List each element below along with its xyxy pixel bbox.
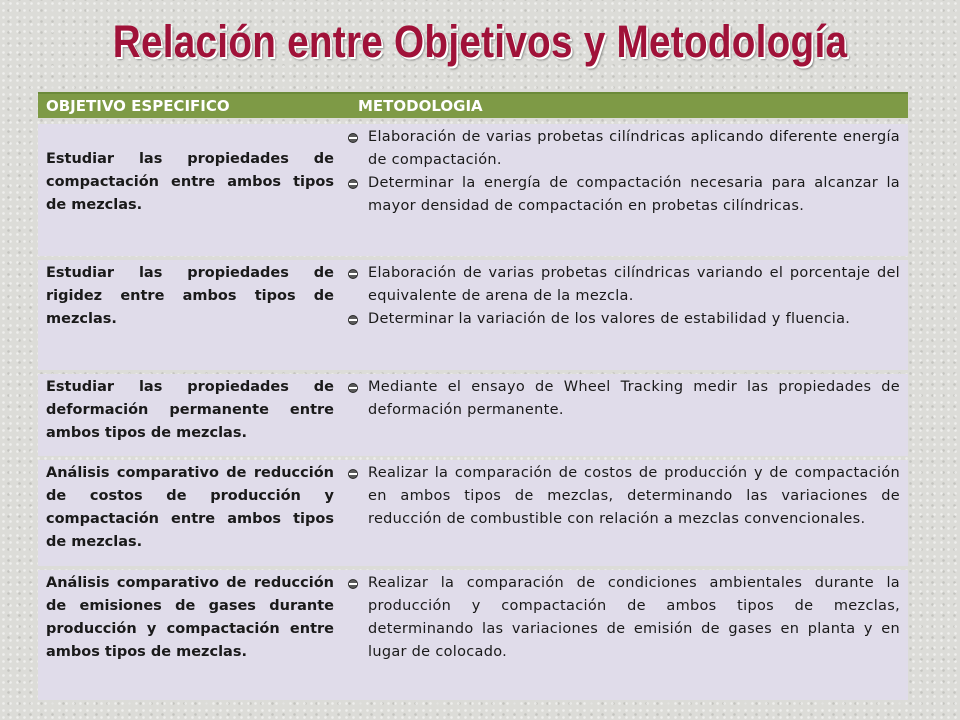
methodology-cell <box>338 374 908 456</box>
page-title: Relación entre Objetivos y Metodología <box>112 16 848 67</box>
table-row <box>38 570 908 700</box>
bullet-icon <box>348 269 358 279</box>
list-item <box>348 126 900 172</box>
header-objective: OBJETIVO ESPECIFICO <box>46 97 230 115</box>
methodology-cell <box>338 570 908 700</box>
bullet-icon <box>348 383 358 393</box>
bullet-icon <box>348 315 358 325</box>
methodology-cell <box>338 260 908 370</box>
table-row <box>38 124 908 256</box>
objective-cell: Estudiar las propiedades de compactación entre ambos tipos de mezclas. <box>46 151 334 213</box>
header-methodology: METODOLOGIA <box>358 97 483 115</box>
objective-cell: Análisis comparativo de reducción de costos de producción y compactación entre ambos tipos de mezclas. <box>46 465 334 550</box>
list-item <box>348 376 900 422</box>
objective-cell: Estudiar las propiedades de rigidez entre ambos tipos de mezclas. <box>46 265 334 327</box>
table-header <box>38 94 908 118</box>
list-item <box>348 572 900 664</box>
bullet-icon <box>348 179 358 189</box>
objectives-methodology-table <box>38 92 908 700</box>
method-text: Elaboración de varias probetas cilíndricas aplicando diferente energía de compactación. <box>368 129 900 168</box>
method-text: Realizar la comparación de costos de producción y de compactación en ambos tipos de mezclas, determinando las variaciones de reducción de combustible con relación a mezclas convencionales. <box>368 465 900 527</box>
objective-cell: Análisis comparativo de reducción de emisiones de gases durante producción y compactación entre ambos tipos de mezclas. <box>46 575 334 660</box>
objective-cell: Estudiar las propiedades de deformación permanente entre ambos tipos de mezclas. <box>46 379 334 441</box>
list-item <box>348 308 900 331</box>
method-text: Elaboración de varias probetas cilíndricas variando el porcentaje del equivalente de arena de la mezcla. <box>368 265 900 304</box>
table-row <box>38 374 908 456</box>
bullet-icon <box>348 579 358 589</box>
method-text: Realizar la comparación de condiciones ambientales durante la producción y compactación de ambos tipos de mezclas, determinando las variaciones de emisión de gases en planta y en lugar de colocado. <box>368 575 900 660</box>
method-text: Determinar la energía de compactación necesaria para alcanzar la mayor densidad de compactación en probetas cilíndricas. <box>368 175 900 214</box>
bullet-icon <box>348 133 358 143</box>
bullet-icon <box>348 469 358 479</box>
method-text: Determinar la variación de los valores de estabilidad y fluencia. <box>368 311 851 327</box>
methodology-cell <box>338 124 908 256</box>
table-row <box>38 460 908 566</box>
list-item <box>348 262 900 308</box>
table-row <box>38 260 908 370</box>
method-text: Mediante el ensayo de Wheel Tracking medir las propiedades de deformación permanente. <box>368 379 900 418</box>
list-item <box>348 172 900 218</box>
methodology-cell <box>338 460 908 566</box>
list-item <box>348 462 900 531</box>
